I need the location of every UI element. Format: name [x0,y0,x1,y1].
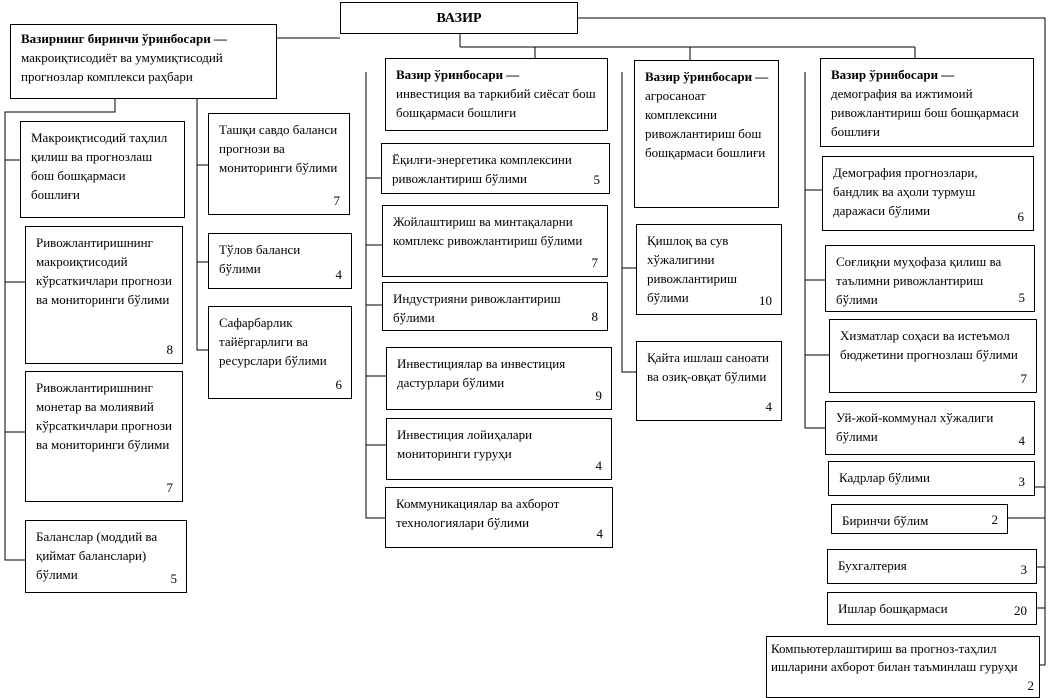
deputy-agro-desc: агросаноат комплексини ривожлантириш бош бошқармаси бошлиғи [645,88,766,160]
unit-communications-it: Коммуникациялар ва ахборот технологиялари бўлими 4 [385,487,613,548]
unit-industry: Индустрияни ривожлантириш бўлими 8 [382,282,608,331]
deputy-agro-box [634,60,779,208]
unit-processing-food: Қайта ишлаш саноати ва озиқ-овқат бўлими 4 [636,341,782,421]
unit-first-department: Биринчи бўлим 2 [831,504,1008,534]
deputy-investment-box [385,58,608,131]
wire-deputy1-right-trunk [197,98,208,350]
unit-foreign-trade: Ташқи савдо баланси прогнози ва мониторинги бўлими 7 [208,113,350,215]
deputy-demography-desc: демография ва ижтимоий ривожлантириш бош бошқармаси бошлиғи [831,86,1019,139]
unit-payments-balance: Тўлов баланси бўлими 4 [208,233,352,289]
unit-monetary-indicators: Ривожлантиришнинг монетар ва молиявий кўрсаткичлари прогнози ва мониторинги бўлими 7 [25,371,183,502]
unit-affairs-administration: Ишлар бошқармаси 20 [827,592,1037,625]
first-deputy-desc: макроиқтисодиёт ва умумиқтисодий прогнозлар комплекси раҳбари [21,50,223,84]
minister-title: ВАЗИР [436,11,482,26]
deputy-agro-title: Вазир ўринбосари — [645,69,769,84]
unit-accounting: Бухгалтерия 3 [827,549,1037,584]
first-deputy-box [10,24,277,99]
unit-demography-forecasts: Демография прогнозлари, бандлик ва аҳоли турмуш даражаси бўлими 6 [822,156,1034,231]
deputy-investment-desc: инвестиция ва таркибий сиёсат бош бошқармаси бошлиғи [396,86,596,120]
unit-health-education: Соғлиқни муҳофаза қилиш ва таълимни ривожлантириш бўлими 5 [825,245,1035,312]
deputy-investment-title: Вазир ўринбосари — [396,67,520,82]
unit-agriculture-water: Қишлоқ ва сув хўжалигини ривожлантириш бўлими 10 [636,224,782,315]
unit-services-budget: Хизматлар соҳаси ва истеъмол бюджетини прогнозлаш бўлими 7 [829,319,1037,393]
minister-box [340,2,578,34]
unit-balances: Баланслар (моддий ва қиймат баланслари) бўлими 5 [25,520,187,593]
unit-computerization-group: Компьютерлаштириш ва прогноз-таҳлил ишларини ахборот билан таъминлаш гуруҳи 2 [766,636,1040,698]
unit-macro-indicators: Ривожлантиришнинг макроиқтисодий кўрсаткичлари прогнози ва мониторинги бўлими 8 [25,226,183,364]
deputy-demography-title: Вазир ўринбосари — [831,67,955,82]
unit-investment-projects: Инвестиция лойиҳалари мониторинги гуруҳи 4 [386,418,612,480]
unit-housing-communal: Уй-жой-коммунал хўжалиги бўлими 4 [825,401,1035,455]
unit-mobilization: Сафарбарлик тайёргарлиги ва ресурслари бўлими 6 [208,306,352,399]
unit-cadres: Кадрлар бўлими 3 [828,461,1035,496]
first-deputy-title: Вазирнинг биринчи ўринбосари — [21,31,227,46]
unit-macro-analysis: Макроиқтисодий таҳлил қилиш ва прогнозлаш бош бошқармаси бошлиғи [20,121,185,218]
unit-investment-programs: Инвестициялар ва инвестиция дастурлари бўлими 9 [386,347,612,410]
deputy-demography-box [820,58,1034,147]
unit-fuel-energy: Ёқилғи-энергетика комплексини ривожлантириш бўлими 5 [381,143,610,194]
unit-regional-development: Жойлаштириш ва минтақаларни комплекс ривожлантириш бўлими 7 [382,205,608,277]
